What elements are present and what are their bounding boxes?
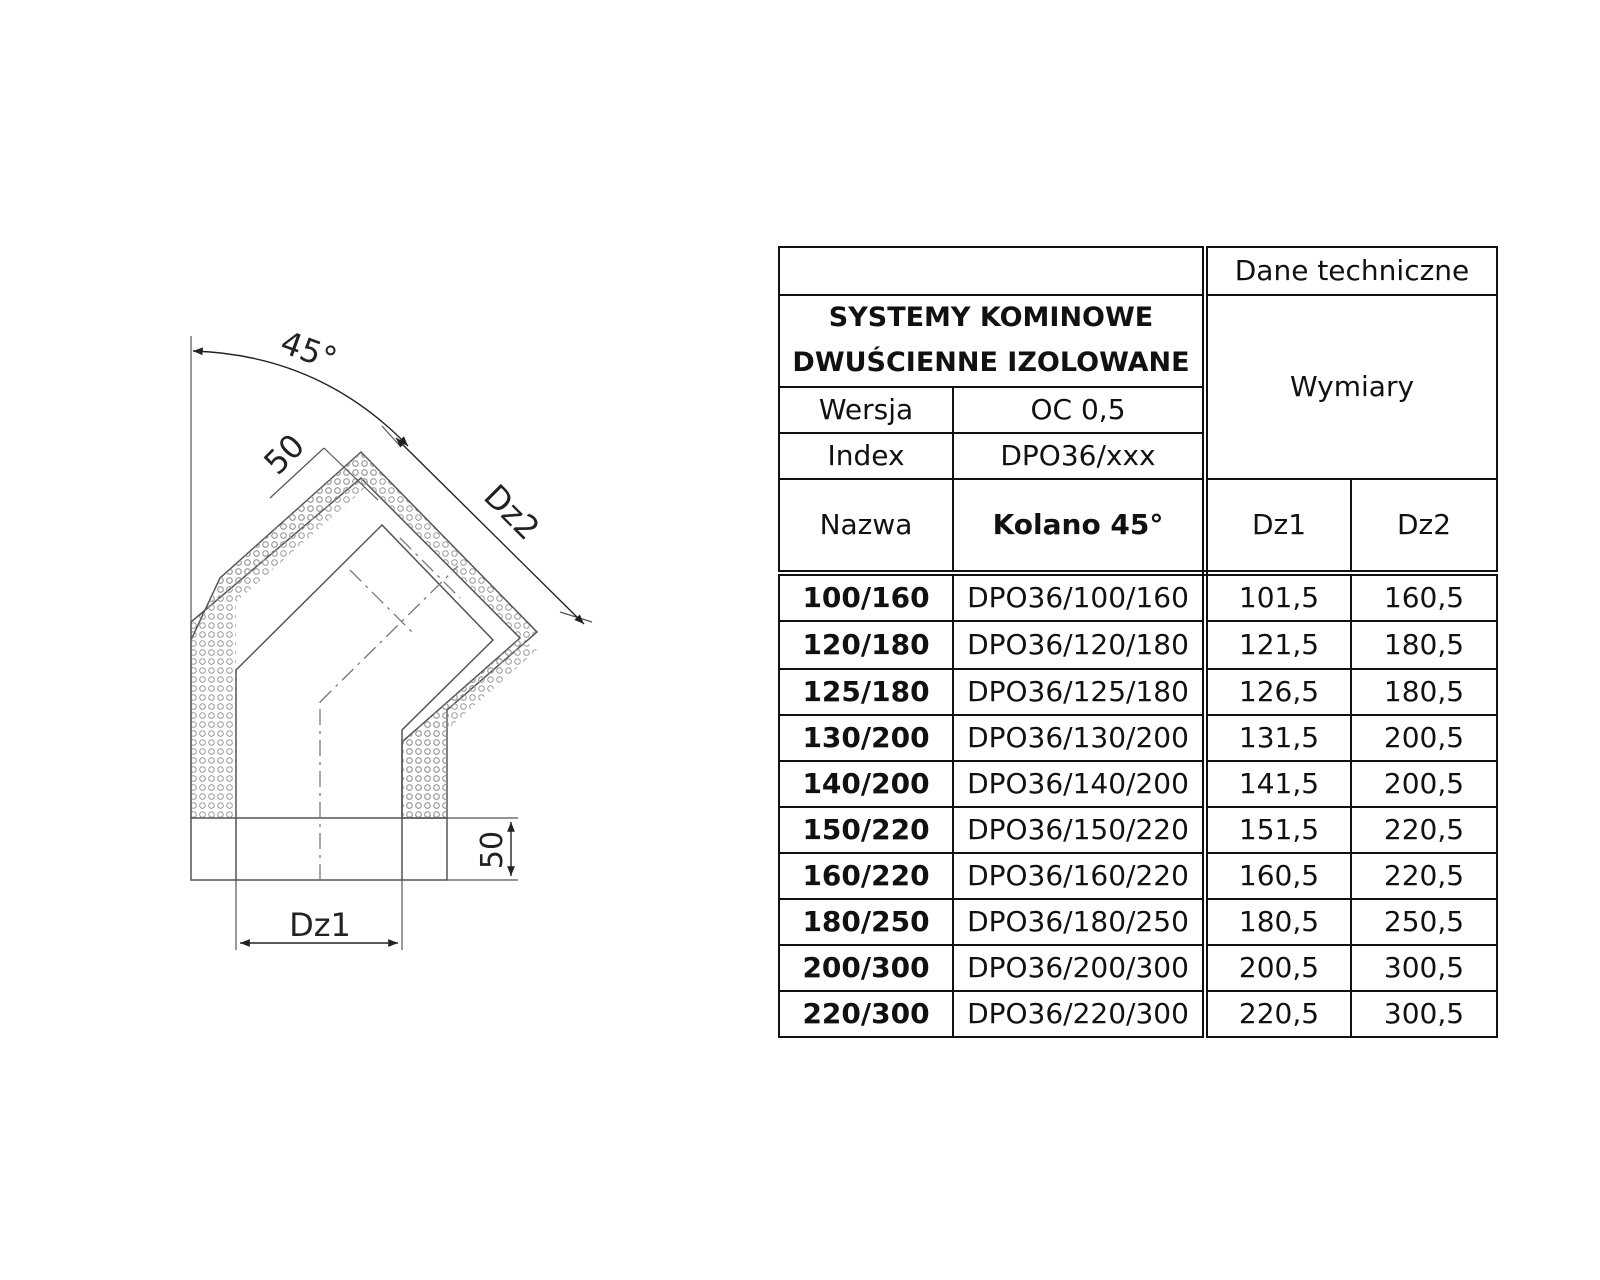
row-dz2: 200,5	[1351, 715, 1497, 761]
row-dz1: 126,5	[1205, 669, 1351, 715]
row-code: DPO36/140/200	[953, 761, 1205, 807]
bottom-offset-label: 50	[475, 830, 510, 870]
row-dz1: 151,5	[1205, 807, 1351, 853]
col-dz2-header: Dz2	[1351, 479, 1497, 573]
table-row	[779, 669, 1497, 715]
row-size: 160/220	[779, 853, 953, 899]
system-title-line2: DWUŚCIENNE IZOLOWANE	[792, 347, 1190, 378]
insulation-fill-left	[191, 452, 382, 818]
row-size: 100/160	[779, 573, 953, 621]
bottom-socket	[191, 818, 447, 880]
row-dz1: 131,5	[1205, 715, 1351, 761]
row-dz2: 180,5	[1351, 621, 1497, 669]
row-dz2: 300,5	[1351, 991, 1497, 1037]
name-label: Nazwa	[779, 479, 953, 573]
row-code: DPO36/125/180	[953, 669, 1205, 715]
version-value: OC 0,5	[953, 387, 1205, 433]
elbow-technical-drawing	[170, 320, 620, 970]
row-code: DPO36/200/300	[953, 945, 1205, 991]
top-diameter-label: Dz2	[476, 476, 548, 548]
table-row	[779, 621, 1497, 669]
row-dz1: 101,5	[1205, 573, 1351, 621]
row-code: DPO36/120/180	[953, 621, 1205, 669]
row-size: 180/250	[779, 899, 953, 945]
angle-label: 45°	[275, 323, 342, 379]
insulation-fill-right	[402, 638, 537, 818]
row-dz1: 180,5	[1205, 899, 1351, 945]
table-row	[779, 573, 1497, 621]
index-value: DPO36/xxx	[953, 433, 1205, 479]
system-title-line1: SYSTEMY KOMINOWE	[828, 302, 1154, 334]
table-row	[779, 991, 1497, 1037]
row-size: 220/300	[779, 991, 953, 1037]
table-row	[779, 807, 1497, 853]
table-row	[779, 715, 1497, 761]
row-size: 150/220	[779, 807, 953, 853]
top-offset-label: 50	[256, 426, 313, 483]
row-dz2: 220,5	[1351, 853, 1497, 899]
row-dz2: 250,5	[1351, 899, 1497, 945]
index-label: Index	[779, 433, 953, 479]
bottom-diameter-label: Dz1	[289, 906, 351, 944]
row-size: 125/180	[779, 669, 953, 715]
row-dz2: 200,5	[1351, 761, 1497, 807]
blank-corner-cell	[779, 247, 1205, 295]
row-code: DPO36/130/200	[953, 715, 1205, 761]
technical-data-header: Dane techniczne	[1205, 247, 1497, 295]
row-size: 120/180	[779, 621, 953, 669]
row-dz1: 160,5	[1205, 853, 1351, 899]
table-row	[779, 853, 1497, 899]
dimensions-header: Wymiary	[1205, 295, 1497, 479]
table-row	[779, 899, 1497, 945]
system-title	[779, 295, 1205, 387]
row-size: 200/300	[779, 945, 953, 991]
row-dz2: 160,5	[1351, 573, 1497, 621]
row-code: DPO36/160/220	[953, 853, 1205, 899]
row-code: DPO36/220/300	[953, 991, 1205, 1037]
product-name: Kolano 45°	[953, 479, 1205, 573]
row-dz1: 220,5	[1205, 991, 1351, 1037]
row-code: DPO36/100/160	[953, 573, 1205, 621]
table-row	[779, 945, 1497, 991]
row-code: DPO36/150/220	[953, 807, 1205, 853]
row-dz2: 180,5	[1351, 669, 1497, 715]
row-dz1: 121,5	[1205, 621, 1351, 669]
row-dz2: 300,5	[1351, 945, 1497, 991]
row-dz1: 200,5	[1205, 945, 1351, 991]
row-size: 140/200	[779, 761, 953, 807]
specification-table	[778, 246, 1498, 1038]
row-code: DPO36/180/250	[953, 899, 1205, 945]
table-row	[779, 761, 1497, 807]
version-label: Wersja	[779, 387, 953, 433]
row-size: 130/200	[779, 715, 953, 761]
row-dz1: 141,5	[1205, 761, 1351, 807]
row-dz2: 220,5	[1351, 807, 1497, 853]
col-dz1-header: Dz1	[1205, 479, 1351, 573]
